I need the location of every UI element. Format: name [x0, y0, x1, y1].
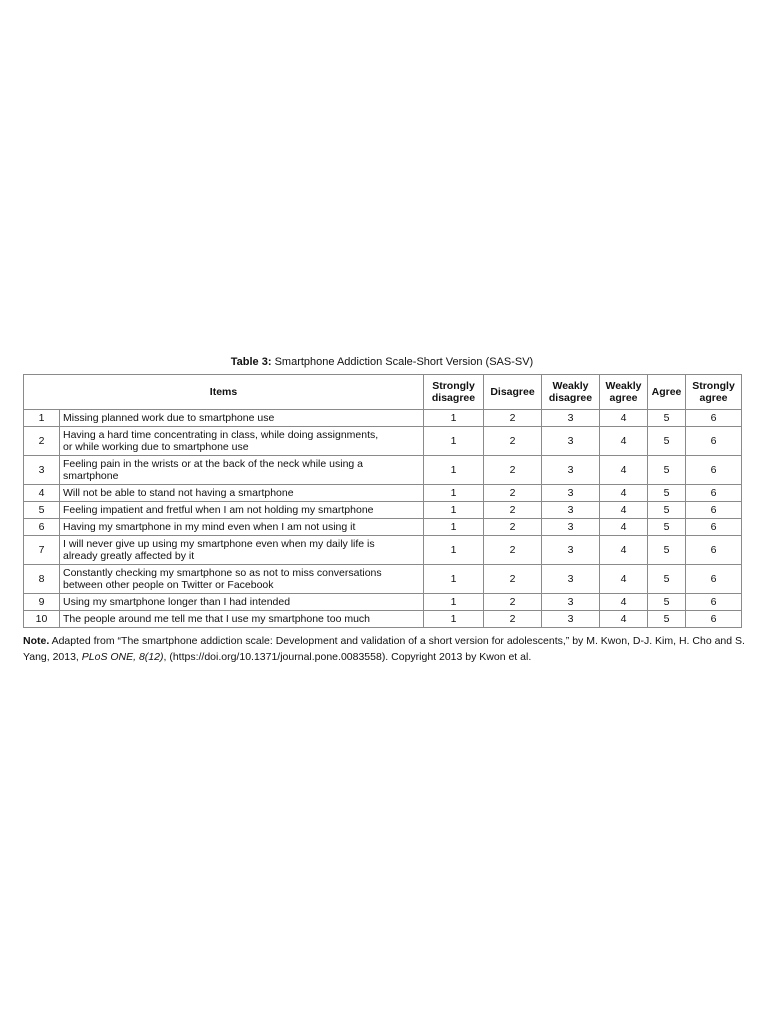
score-weakly-disagree: 3: [542, 519, 600, 536]
header-weakly-agree: Weakly agree: [600, 375, 648, 410]
table-row: [24, 410, 742, 427]
row-item-text: [60, 519, 424, 536]
score-weakly-agree: 4: [600, 456, 648, 485]
score-agree: 5: [648, 536, 686, 565]
score-weakly-agree: 4: [600, 611, 648, 628]
caption-text: Smartphone Addiction Scale-Short Version (SAS-SV): [271, 356, 534, 368]
score-strongly-disagree: 1: [424, 594, 484, 611]
row-item-text: [60, 611, 424, 628]
score-weakly-agree: 4: [600, 565, 648, 594]
table-caption: [23, 355, 741, 369]
row-item-text: [60, 427, 424, 456]
score-agree: 5: [648, 502, 686, 519]
row-number: 6: [24, 519, 60, 536]
row-number: 10: [24, 611, 60, 628]
score-disagree: 2: [484, 485, 542, 502]
score-weakly-agree: 4: [600, 485, 648, 502]
score-weakly-disagree: 3: [542, 485, 600, 502]
table-row: [24, 427, 742, 456]
table-body: [24, 410, 742, 628]
item-line: Constantly checking my smartphone so as not to miss conversations: [63, 567, 382, 579]
row-number: 9: [24, 594, 60, 611]
table-note: [23, 633, 745, 665]
table-row: [24, 456, 742, 485]
table-row: [24, 536, 742, 565]
score-weakly-agree: 4: [600, 519, 648, 536]
score-strongly-agree: 6: [686, 536, 742, 565]
score-agree: 5: [648, 456, 686, 485]
note-text-before: Adapted from “The smartphone addiction scale: Development and validation of a short version for adolescents,” by M. Kwon, D-J. Kim, H. Cho and S. Yang, 2013,: [23, 635, 745, 663]
item-line: Having my smartphone in my mind even when I am not using it: [63, 521, 356, 533]
header-items: Items: [24, 375, 424, 410]
item-line: Will not be able to stand not having a smartphone: [63, 487, 294, 499]
note-label: Note.: [23, 635, 50, 647]
score-strongly-agree: 6: [686, 519, 742, 536]
row-number: 5: [24, 502, 60, 519]
table-row: [24, 519, 742, 536]
score-agree: 5: [648, 485, 686, 502]
row-item-text: [60, 485, 424, 502]
row-item-text: [60, 565, 424, 594]
score-weakly-disagree: 3: [542, 427, 600, 456]
table-row: [24, 611, 742, 628]
score-disagree: 2: [484, 594, 542, 611]
header-row: [24, 375, 742, 410]
score-weakly-disagree: 3: [542, 536, 600, 565]
score-disagree: 2: [484, 519, 542, 536]
item-line: Feeling impatient and fretful when I am not holding my smartphone: [63, 504, 374, 516]
item-line: Having a hard time concentrating in class, while doing assignments,: [63, 429, 379, 441]
score-strongly-agree: 6: [686, 611, 742, 628]
row-item-text: [60, 410, 424, 427]
score-strongly-disagree: 1: [424, 410, 484, 427]
score-strongly-disagree: 1: [424, 519, 484, 536]
score-strongly-agree: 6: [686, 594, 742, 611]
item-line: Feeling pain in the wrists or at the back of the neck while using a: [63, 458, 363, 470]
score-disagree: 2: [484, 611, 542, 628]
sas-sv-table: [23, 374, 742, 628]
score-weakly-disagree: 3: [542, 456, 600, 485]
score-weakly-disagree: 3: [542, 565, 600, 594]
score-weakly-agree: 4: [600, 410, 648, 427]
score-strongly-disagree: 1: [424, 427, 484, 456]
score-disagree: 2: [484, 456, 542, 485]
score-strongly-disagree: 1: [424, 485, 484, 502]
item-line: between other people on Twitter or Facebook: [63, 579, 274, 591]
score-weakly-disagree: 3: [542, 611, 600, 628]
score-strongly-disagree: 1: [424, 565, 484, 594]
score-strongly-disagree: 1: [424, 611, 484, 628]
score-disagree: 2: [484, 410, 542, 427]
header-strongly-disagree: Strongly disagree: [424, 375, 484, 410]
score-agree: 5: [648, 410, 686, 427]
item-line: The people around me tell me that I use my smartphone too much: [63, 613, 370, 625]
row-item-text: [60, 502, 424, 519]
score-agree: 5: [648, 611, 686, 628]
score-strongly-disagree: 1: [424, 536, 484, 565]
score-strongly-agree: 6: [686, 410, 742, 427]
score-agree: 5: [648, 594, 686, 611]
score-weakly-disagree: 3: [542, 594, 600, 611]
score-strongly-disagree: 1: [424, 456, 484, 485]
score-weakly-agree: 4: [600, 427, 648, 456]
item-line: already greatly affected by it: [63, 550, 195, 562]
item-line: I will never give up using my smartphone even when my daily life is: [63, 538, 375, 550]
row-number: 1: [24, 410, 60, 427]
table-row: [24, 502, 742, 519]
item-line: Missing planned work due to smartphone use: [63, 412, 275, 424]
score-agree: 5: [648, 565, 686, 594]
item-line: smartphone: [63, 470, 119, 482]
row-number: 7: [24, 536, 60, 565]
row-number: 3: [24, 456, 60, 485]
score-weakly-disagree: 3: [542, 502, 600, 519]
score-strongly-agree: 6: [686, 502, 742, 519]
row-number: 2: [24, 427, 60, 456]
item-line: or while working due to smartphone use: [63, 441, 249, 453]
score-strongly-agree: 6: [686, 565, 742, 594]
header-agree: Agree: [648, 375, 686, 410]
header-disagree: Disagree: [484, 375, 542, 410]
score-strongly-disagree: 1: [424, 502, 484, 519]
row-number: 8: [24, 565, 60, 594]
score-strongly-agree: 6: [686, 456, 742, 485]
note-text-after: , (https://doi.org/10.1371/journal.pone.0083558). Copyright 2013 by Kwon et al.: [163, 651, 532, 663]
item-line: Using my smartphone longer than I had intended: [63, 596, 291, 608]
row-item-text: [60, 536, 424, 565]
score-disagree: 2: [484, 427, 542, 456]
row-item-text: [60, 594, 424, 611]
header-weakly-disagree: Weakly disagree: [542, 375, 600, 410]
caption-label: Table 3:: [230, 356, 272, 368]
score-disagree: 2: [484, 536, 542, 565]
score-agree: 5: [648, 519, 686, 536]
score-weakly-agree: 4: [600, 594, 648, 611]
score-weakly-agree: 4: [600, 536, 648, 565]
row-number: 4: [24, 485, 60, 502]
score-strongly-agree: 6: [686, 427, 742, 456]
table-row: [24, 565, 742, 594]
score-weakly-disagree: 3: [542, 410, 600, 427]
table-row: [24, 594, 742, 611]
score-agree: 5: [648, 427, 686, 456]
note-journal: PLoS ONE, 8(12): [81, 651, 164, 663]
score-weakly-agree: 4: [600, 502, 648, 519]
header-strongly-agree: Strongly agree: [686, 375, 742, 410]
row-item-text: [60, 456, 424, 485]
table-row: [24, 485, 742, 502]
score-disagree: 2: [484, 502, 542, 519]
score-disagree: 2: [484, 565, 542, 594]
score-strongly-agree: 6: [686, 485, 742, 502]
table-block: [23, 355, 741, 628]
